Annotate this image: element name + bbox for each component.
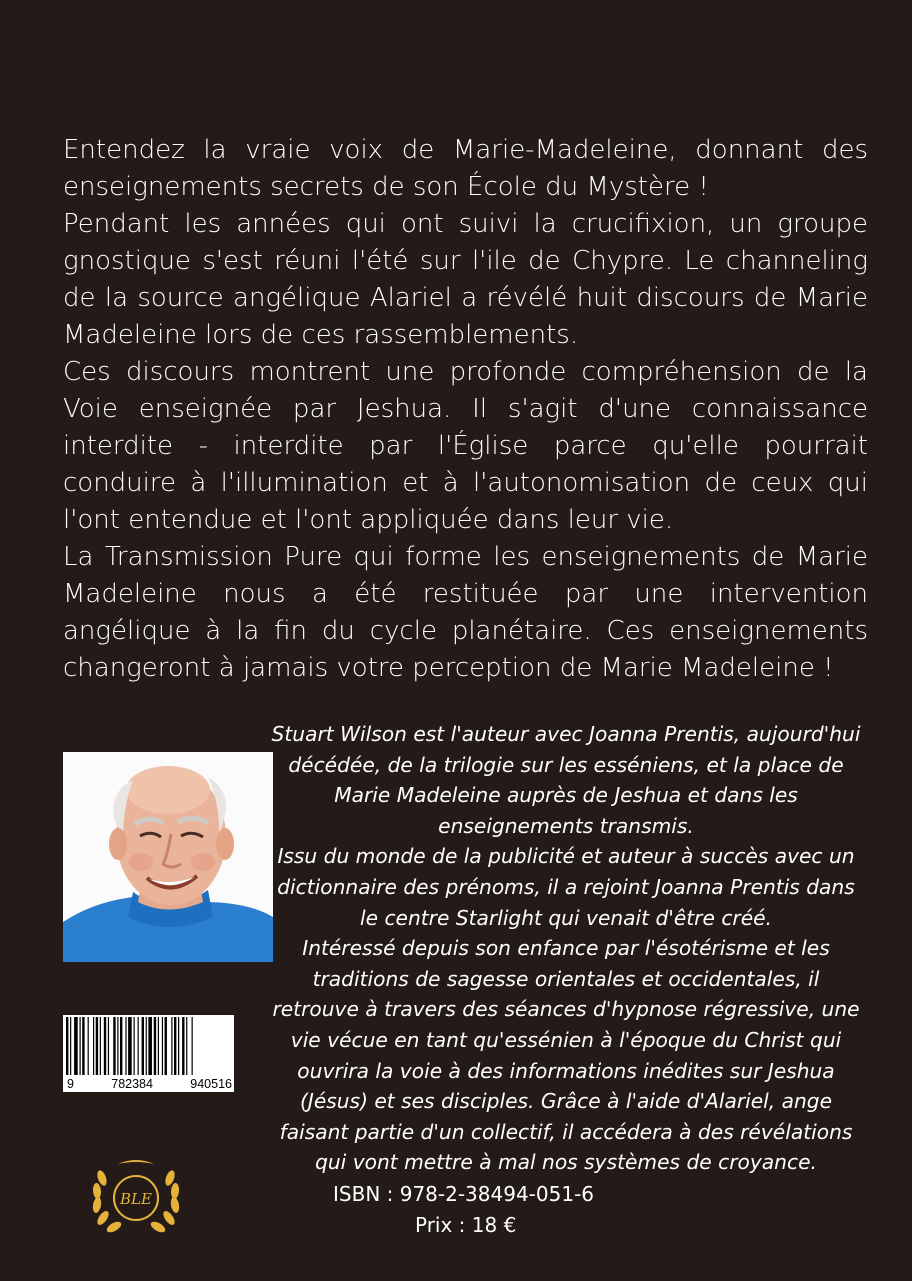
barcode-bar [128,1017,132,1075]
price-label: Prix : 18 € [415,1213,517,1237]
barcode-bar [162,1017,163,1075]
barcode-digit-group: 940516 [190,1077,232,1091]
barcode-bar [182,1017,184,1075]
barcode-bar [82,1017,84,1075]
barcode-digit-group: 782384 [111,1077,153,1091]
barcode-bar [192,1017,193,1075]
barcode-bar [96,1017,98,1075]
barcode-bar [134,1017,135,1075]
barcode-bar [70,1017,71,1075]
barcode-bar [178,1017,179,1075]
barcode-bar [125,1017,126,1075]
barcode-bar [142,1017,144,1075]
barcode-bar [120,1017,122,1075]
barcode-bar [186,1017,187,1075]
bio-paragraph: Issu du monde de la publicité et auteur à succès avec un dictionnaire des prénoms, il a rejoint Joanna Prentis dans le centre Starlight qui venait d'être créé. [277,844,855,930]
barcode-bar [108,1017,109,1075]
barcode-bar [148,1017,152,1075]
bio-paragraph: Stuart Wilson est l'auteur avec Joanna Prentis, aujourd'hui décédée, de la trilogie sur les esséniens, et la place de Marie Madeleine auprès de Jeshua et dans les enseignements transmis. [271,722,861,838]
barcode-bar [93,1017,94,1075]
barcode-bar [74,1017,78,1075]
barcode-bar [80,1017,81,1075]
barcode-digit-group: 9 [67,1077,74,1091]
summary-paragraph: Ces discours montrent une profonde compréhension de la Voie enseignée par Jeshua. Il s'agit d'une connaissance interdite - interdite par l'Église parce qu'elle pourrait conduire à l'illumination et à l'autonomisation de ceux qui l'ont entendue et l'ont appliquée dans leur vie. [63,357,868,535]
publisher-logo [88,1158,184,1236]
barcode-bars [63,1015,234,1077]
barcode-digits [67,1077,232,1091]
author-portrait-image [63,752,273,962]
author-photo [63,752,273,962]
barcode-bar [158,1017,159,1075]
summary-paragraph: La Transmission Pure qui forme les enseignements de Marie Madeleine nous a été restituée par une intervention angélique à la fin du cycle planétaire. Ces enseignements changeront à jamais votre perception de Marie Madeleine ! [63,542,868,683]
isbn-barcode [63,1015,234,1092]
barcode-bar [66,1017,68,1075]
barcode-bar [138,1017,139,1075]
barcode-bar [146,1017,147,1075]
barcode-bar [104,1017,106,1075]
barcode-bar [174,1017,176,1075]
barcode-bar [117,1017,118,1075]
bio-paragraph: Intéressé depuis son enfance par l'ésotérisme et les traditions de sagesse orientales et occidentales, il retrouve à travers des séances d'hypnose régressive, une vie vécue en tant qu'essénien à l'époque du Christ qui ouvrira la voie à des informations inédites sur Jeshua (Jésus) et ses disciples. Grâce à l'aide d'Alariel, ange faisant partie d'un collectif, il accédera à des révélations qui vont mettre à mal nos systèmes de croyance. [272,936,860,1175]
barcode-bar [165,1017,167,1075]
logo-lettering: BLE [120,1190,152,1208]
back-cover-summary [63,132,868,687]
summary-paragraph: Entendez la vraie voix de Marie-Madeleine, donnant des enseignements secrets de son École du Mystère ! [63,135,868,202]
barcode-bar [88,1017,89,1075]
barcode-bar [171,1017,172,1075]
wheat-wreath-logo-icon [88,1158,184,1236]
isbn-number: ISBN : 978-2-38494-051-6 [333,1182,595,1206]
barcode-bar [113,1017,115,1075]
author-biography [270,719,862,1178]
barcode-bar [154,1017,156,1075]
summary-paragraph: Pendant les années qui ont suivi la crucifixion, un groupe gnostique s'est réuni l'été sur l'ile de Chypre. Le channeling de la source angélique Alariel a révélé huit discours de Marie Madeleine lors de ces rassemblements. [63,209,868,350]
barcode-bar [100,1017,101,1075]
